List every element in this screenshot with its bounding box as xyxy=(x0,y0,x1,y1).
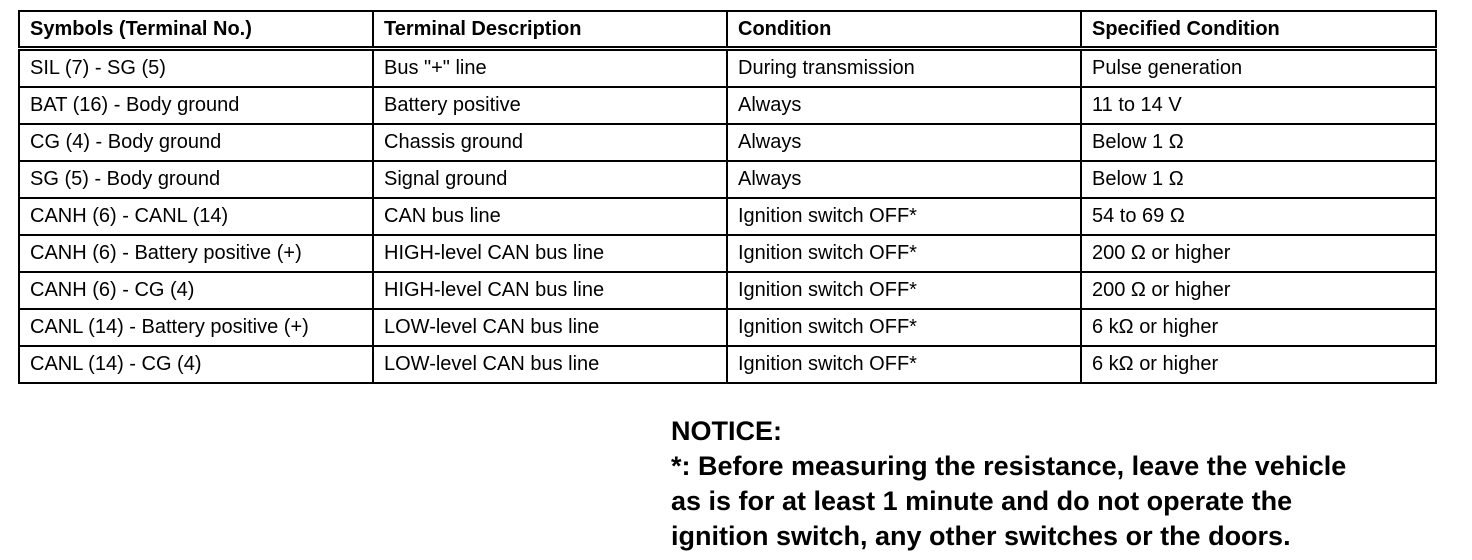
cell-specified-condition: 54 to 69 Ω xyxy=(1081,198,1436,235)
header-terminal-description: Terminal Description xyxy=(373,11,727,49)
cell-condition: Ignition switch OFF* xyxy=(727,346,1081,383)
cell-terminal-description: CAN bus line xyxy=(373,198,727,235)
cell-terminal-description: Bus "+" line xyxy=(373,49,727,88)
cell-terminal-description: Chassis ground xyxy=(373,124,727,161)
cell-terminal-description: Signal ground xyxy=(373,161,727,198)
header-symbols: Symbols (Terminal No.) xyxy=(19,11,373,49)
cell-symbols: CG (4) - Body ground xyxy=(19,124,373,161)
notice-title: NOTICE: xyxy=(671,416,782,446)
cell-symbols: SG (5) - Body ground xyxy=(19,161,373,198)
table-row xyxy=(19,272,1436,309)
cell-terminal-description: Battery positive xyxy=(373,87,727,124)
table-row xyxy=(19,235,1436,272)
table-row xyxy=(19,161,1436,198)
cell-symbols: CANH (6) - Battery positive (+) xyxy=(19,235,373,272)
cell-symbols: BAT (16) - Body ground xyxy=(19,87,373,124)
table-row xyxy=(19,49,1436,88)
cell-specified-condition: 200 Ω or higher xyxy=(1081,272,1436,309)
cell-terminal-description: LOW-level CAN bus line xyxy=(373,309,727,346)
cell-condition: Always xyxy=(727,124,1081,161)
cell-condition: Ignition switch OFF* xyxy=(727,235,1081,272)
cell-specified-condition: Below 1 Ω xyxy=(1081,124,1436,161)
cell-specified-condition: Pulse generation xyxy=(1081,49,1436,88)
notice-line: as is for at least 1 minute and do not operate the xyxy=(671,486,1293,516)
table-header-row xyxy=(19,11,1436,49)
cell-specified-condition: 6 kΩ or higher xyxy=(1081,309,1436,346)
cell-symbols: CANH (6) - CG (4) xyxy=(19,272,373,309)
table-row xyxy=(19,346,1436,383)
table-row xyxy=(19,87,1436,124)
table-row xyxy=(19,309,1436,346)
cell-specified-condition: 11 to 14 V xyxy=(1081,87,1436,124)
cell-symbols: CANL (14) - Battery positive (+) xyxy=(19,309,373,346)
table-row xyxy=(19,198,1436,235)
notice-line: ignition switch, any other switches or the doors. xyxy=(671,521,1291,551)
cell-specified-condition: 200 Ω or higher xyxy=(1081,235,1436,272)
cell-condition: During transmission xyxy=(727,49,1081,88)
header-specified-condition: Specified Condition xyxy=(1081,11,1436,49)
cell-symbols: CANL (14) - CG (4) xyxy=(19,346,373,383)
cell-symbols: CANH (6) - CANL (14) xyxy=(19,198,373,235)
cell-terminal-description: HIGH-level CAN bus line xyxy=(373,272,727,309)
notice-line: *: Before measuring the resistance, leave the vehicle xyxy=(671,451,1347,481)
cell-specified-condition: Below 1 Ω xyxy=(1081,161,1436,198)
table-row xyxy=(19,124,1436,161)
cell-terminal-description: HIGH-level CAN bus line xyxy=(373,235,727,272)
terminal-spec-table xyxy=(18,10,1437,384)
cell-condition: Ignition switch OFF* xyxy=(727,198,1081,235)
cell-condition: Ignition switch OFF* xyxy=(727,272,1081,309)
header-condition: Condition xyxy=(727,11,1081,49)
cell-symbols: SIL (7) - SG (5) xyxy=(19,49,373,88)
cell-terminal-description: LOW-level CAN bus line xyxy=(373,346,727,383)
cell-condition: Always xyxy=(727,87,1081,124)
cell-condition: Always xyxy=(727,161,1081,198)
cell-specified-condition: 6 kΩ or higher xyxy=(1081,346,1436,383)
notice-block xyxy=(671,414,1461,554)
cell-condition: Ignition switch OFF* xyxy=(727,309,1081,346)
